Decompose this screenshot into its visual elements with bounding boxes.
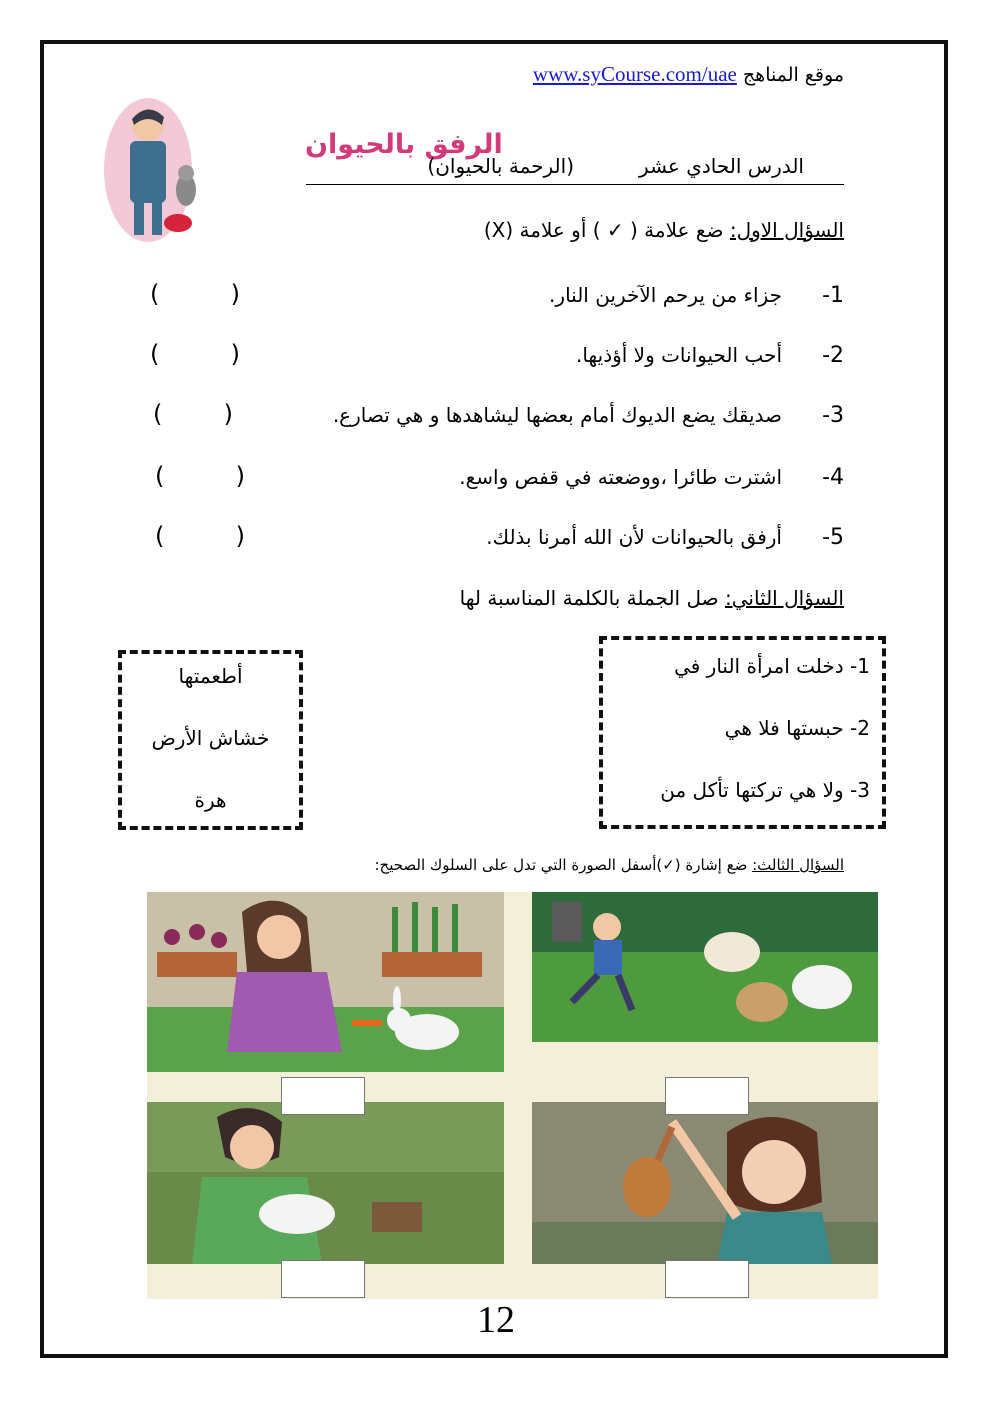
- question1-heading: [484, 218, 844, 242]
- site-header: [533, 62, 844, 87]
- boy-holding-lamb-picture: [147, 1102, 504, 1264]
- match-word[interactable]: أطعمتها: [178, 664, 243, 688]
- answer-parentheses[interactable]: ( ): [150, 340, 240, 368]
- match-sentence[interactable]: 3- ولا هي تركتها تأكل من: [660, 778, 870, 802]
- answer-checkbox[interactable]: [281, 1077, 365, 1115]
- item-number: -1: [822, 283, 844, 308]
- question2-heading: [460, 586, 844, 610]
- question3-instruction: ضع إشارة (✓)أسفل الصورة التي تدل على السلوك الصحيح:: [374, 856, 748, 874]
- answer-checkbox[interactable]: [665, 1260, 749, 1298]
- item-text: أرفق بالحيوانات لأن الله أمرنا بذلك.: [486, 525, 782, 549]
- girl-holding-cat-by-tail-picture: [532, 1102, 878, 1264]
- page-number: 12: [477, 1299, 515, 1341]
- girl-feeding-rabbit-picture: [147, 892, 504, 1072]
- question3-heading: [374, 856, 844, 874]
- question1-label: السؤال الاول:: [729, 218, 844, 242]
- words-box: [118, 650, 303, 830]
- item-text: صديقك يضع الديوك أمام بعضها ليشاهدها و هي تصارع.: [332, 403, 782, 427]
- item-text: جزاء من يرحم الآخرين النار.: [549, 283, 782, 307]
- answer-parentheses[interactable]: ( ): [155, 522, 245, 550]
- item-text: اشترت طائرا ،ووضعته في قفص واسع.: [459, 465, 782, 489]
- site-label: موقع المناهج: [742, 64, 844, 86]
- item-number: -2: [822, 343, 844, 368]
- match-sentence[interactable]: 1- دخلت امرأة النار في: [674, 654, 870, 678]
- answer-parentheses[interactable]: ( ): [153, 400, 233, 428]
- lesson-title-line: [306, 150, 844, 185]
- answer-checkbox[interactable]: [665, 1077, 749, 1115]
- item-number: -3: [822, 403, 844, 428]
- question2-label: السؤال الثاني:: [724, 586, 844, 610]
- question1-instruction: ضع علامة ( ✓ ) أو علامة (X): [483, 218, 724, 242]
- item-text: أحب الحيوانات ولا أؤذيها.: [575, 343, 782, 367]
- lesson-title: (الرحمة بالحيوان): [427, 154, 574, 178]
- question2-instruction: صل الجملة بالكلمة المناسبة لها: [459, 586, 719, 610]
- site-url-link[interactable]: www.syCourse.com/uae: [532, 62, 737, 86]
- lesson-label: الدرس الحادي عشر: [639, 154, 804, 178]
- boy-chasing-chickens-picture: [532, 892, 878, 1042]
- logo-text: الرفق بالحيوان: [305, 129, 503, 160]
- question3-label: السؤال الثالث:: [752, 856, 844, 874]
- pictures-panel: [147, 892, 878, 1299]
- match-word[interactable]: خشاش الأرض: [151, 726, 270, 750]
- answer-checkbox[interactable]: [281, 1260, 365, 1298]
- sentences-box: [599, 636, 886, 829]
- match-word[interactable]: هرة: [194, 788, 227, 812]
- match-sentence[interactable]: 2- حبستها فلا هي: [724, 716, 870, 740]
- item-number: -5: [822, 525, 844, 550]
- item-number: -4: [822, 465, 844, 490]
- answer-parentheses[interactable]: ( ): [155, 462, 245, 490]
- answer-parentheses[interactable]: ( ): [150, 280, 240, 308]
